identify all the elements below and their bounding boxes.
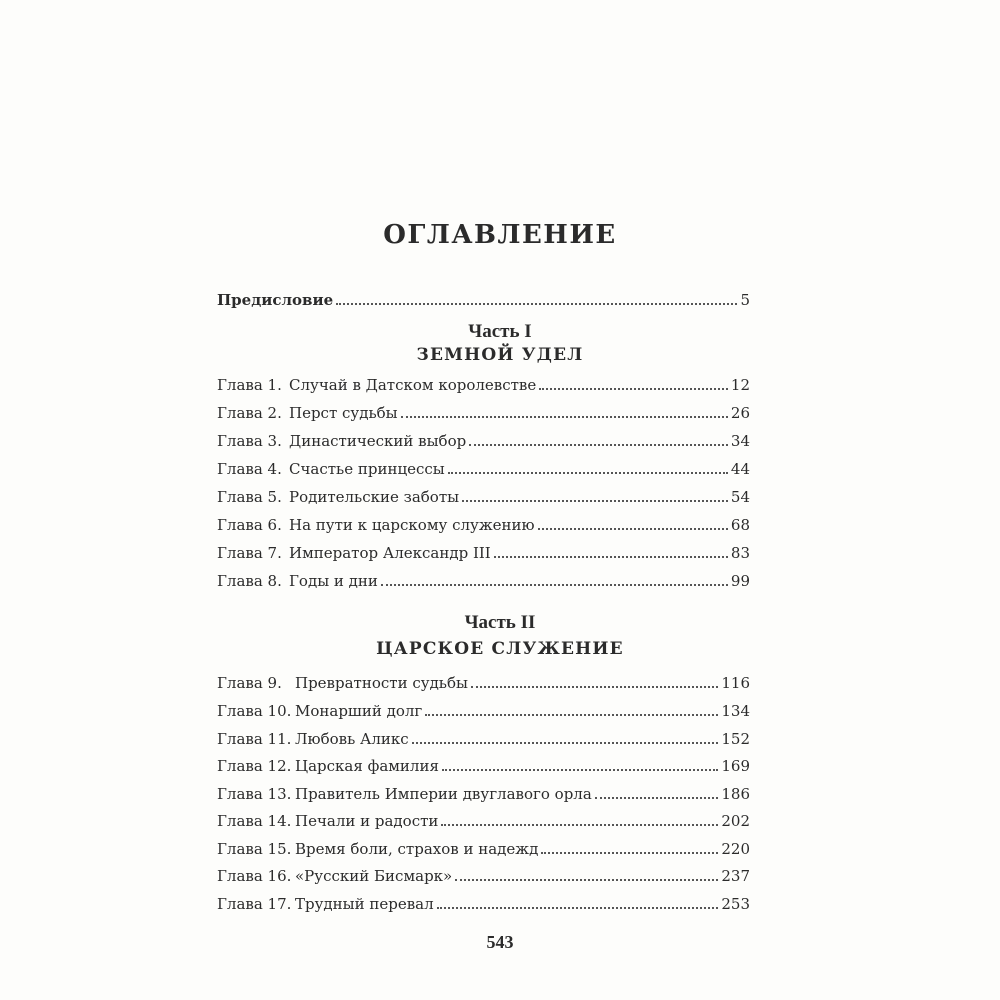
chapter-label: Глава 7. bbox=[217, 544, 282, 562]
chapter-label: Глава 12. bbox=[217, 757, 292, 775]
part-2-label: Часть II bbox=[464, 612, 536, 633]
chapter-title: Трудный перевал bbox=[295, 895, 434, 913]
toc-entry-chapter bbox=[217, 697, 750, 721]
toc-entry-chapter bbox=[217, 399, 750, 423]
chapter-page-number: 202 bbox=[721, 812, 750, 830]
dot-leader bbox=[381, 584, 728, 586]
chapter-title: Случай в Датском королевстве bbox=[289, 376, 537, 394]
chapter-title: Годы и дни bbox=[289, 572, 378, 590]
chapter-page-number: 152 bbox=[721, 730, 750, 748]
chapter-label: Глава 15. bbox=[217, 840, 292, 858]
chapter-title: Монарший долг bbox=[295, 702, 423, 720]
chapter-label: Глава 16. bbox=[217, 867, 292, 885]
dot-leader bbox=[538, 528, 728, 530]
toc-entry-chapter bbox=[217, 890, 750, 914]
chapter-page-number: 83 bbox=[730, 544, 750, 562]
chapter-page-number: 186 bbox=[721, 785, 750, 803]
dot-leader bbox=[541, 852, 718, 854]
toc-entry-chapter bbox=[217, 567, 750, 591]
chapter-page-number: 26 bbox=[730, 404, 750, 422]
chapter-page-number: 99 bbox=[730, 572, 750, 590]
chapter-label: Глава 11. bbox=[217, 730, 292, 748]
chapter-title: Царская фамилия bbox=[295, 757, 439, 775]
dot-leader bbox=[401, 416, 728, 418]
dot-leader bbox=[336, 303, 737, 305]
toc-entry-chapter bbox=[217, 371, 750, 395]
part-1-title: ЗЕМНОЙ УДЕЛ bbox=[416, 345, 584, 365]
chapter-page-number: 169 bbox=[721, 757, 750, 775]
dot-leader bbox=[442, 769, 718, 771]
toc-entry-chapter bbox=[217, 427, 750, 451]
chapter-title: Время боли, страхов и надежд bbox=[295, 840, 539, 858]
chapter-title: Родительские заботы bbox=[289, 488, 460, 506]
dot-leader bbox=[448, 472, 728, 474]
toc-entry-chapter bbox=[217, 483, 750, 507]
toc-entry-chapter bbox=[217, 725, 750, 749]
dot-leader bbox=[455, 879, 718, 881]
chapter-title: Счастье принцессы bbox=[289, 460, 445, 478]
chapter-title: Любовь Аликс bbox=[295, 730, 409, 748]
dot-leader bbox=[412, 742, 719, 744]
part-1-label: Часть I bbox=[468, 321, 532, 342]
toc-entry-chapter bbox=[217, 780, 750, 804]
dot-leader bbox=[437, 907, 719, 909]
page-title: ОГЛАВЛЕНИЕ bbox=[383, 220, 617, 250]
dot-leader bbox=[462, 500, 728, 502]
dot-leader bbox=[441, 824, 718, 826]
toc-entry-chapter bbox=[217, 752, 750, 776]
chapter-title: Династический выбор bbox=[289, 432, 467, 450]
chapter-label: Глава 13. bbox=[217, 785, 292, 803]
chapter-page-number: 44 bbox=[730, 460, 750, 478]
entry-page-number: 5 bbox=[740, 291, 750, 309]
chapter-label: Глава 9. bbox=[217, 674, 282, 692]
chapter-label: Глава 10. bbox=[217, 702, 292, 720]
chapter-label: Глава 3. bbox=[217, 432, 282, 450]
chapter-page-number: 54 bbox=[730, 488, 750, 506]
toc-entry-chapter bbox=[217, 455, 750, 479]
chapter-page-number: 12 bbox=[730, 376, 750, 394]
chapter-title: Перст судьбы bbox=[289, 404, 398, 422]
part-2-title: ЦАРСКОЕ СЛУЖЕНИЕ bbox=[376, 639, 624, 659]
dot-leader bbox=[494, 556, 728, 558]
chapter-page-number: 116 bbox=[721, 674, 750, 692]
toc-entry-chapter bbox=[217, 669, 750, 693]
chapter-label: Глава 8. bbox=[217, 572, 282, 590]
chapter-label: Глава 4. bbox=[217, 460, 282, 478]
chapter-page-number: 134 bbox=[721, 702, 750, 720]
chapter-title: Превратности судьбы bbox=[295, 674, 468, 692]
chapter-label: Глава 14. bbox=[217, 812, 292, 830]
page-number: 543 bbox=[486, 932, 514, 952]
toc-entry-chapter bbox=[217, 511, 750, 535]
chapter-page-number: 237 bbox=[721, 867, 750, 885]
chapter-title: Печали и радости bbox=[295, 812, 439, 830]
chapter-title: Правитель Империи двуглавого орла bbox=[295, 785, 592, 803]
dot-leader bbox=[595, 797, 719, 799]
chapter-page-number: 68 bbox=[730, 516, 750, 534]
chapter-label: Глава 2. bbox=[217, 404, 282, 422]
chapter-title: «Русский Бисмарк» bbox=[295, 867, 453, 885]
toc-entry-chapter bbox=[217, 539, 750, 563]
chapter-page-number: 253 bbox=[721, 895, 750, 913]
toc-entry-chapter bbox=[217, 862, 750, 886]
toc-entry-chapter bbox=[217, 807, 750, 831]
chapter-label: Глава 6. bbox=[217, 516, 282, 534]
chapter-label: Глава 1. bbox=[217, 376, 282, 394]
dot-leader bbox=[425, 714, 718, 716]
entry-title: Предисловие bbox=[217, 291, 334, 309]
toc-entry-chapter bbox=[217, 835, 750, 859]
dot-leader bbox=[469, 444, 728, 446]
chapter-page-number: 220 bbox=[721, 840, 750, 858]
chapter-label: Глава 5. bbox=[217, 488, 282, 506]
chapter-title: На пути к царскому служению bbox=[289, 516, 535, 534]
dot-leader bbox=[539, 388, 728, 390]
chapter-page-number: 34 bbox=[730, 432, 750, 450]
toc-entry-preface bbox=[217, 286, 750, 310]
dot-leader bbox=[471, 686, 718, 688]
chapter-title: Император Александр III bbox=[289, 544, 491, 562]
chapter-label: Глава 17. bbox=[217, 895, 292, 913]
